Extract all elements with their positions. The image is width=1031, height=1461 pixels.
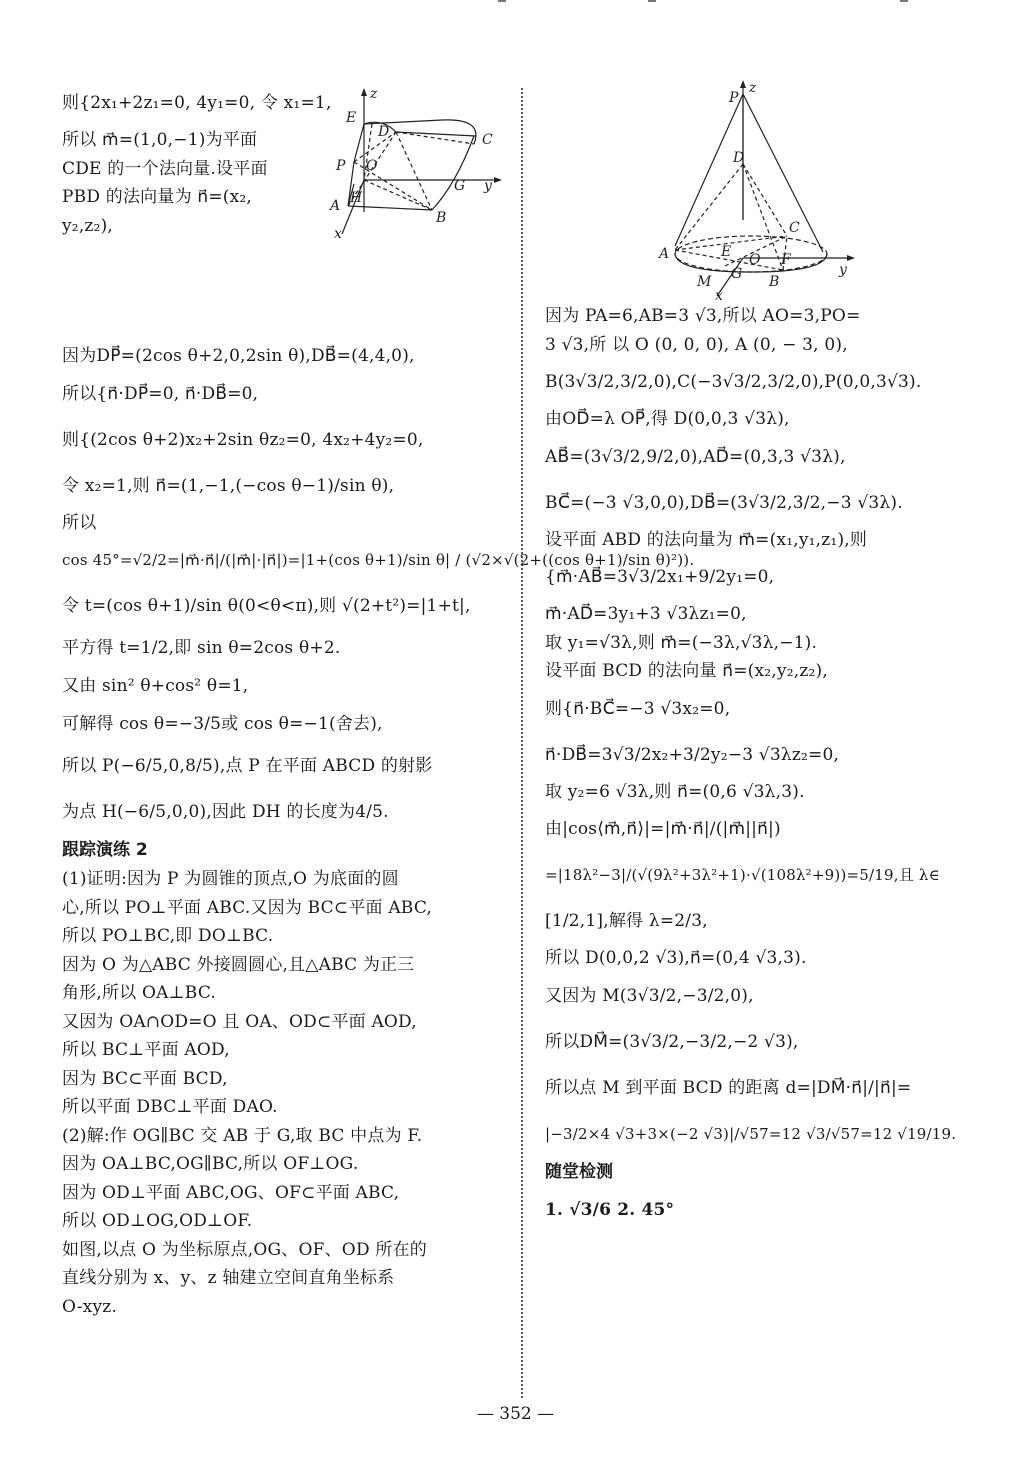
y-arrow-icon: [847, 255, 855, 261]
fig-label: P: [336, 158, 346, 174]
text-line: 因为 PA=6,AB=3 √3,所以 AO=3,PO=: [545, 306, 861, 326]
text-line: CDE 的一个法向量.设平面: [62, 158, 268, 179]
text-line: 所以 PO⊥BC,即 DO⊥BC.: [62, 926, 274, 946]
text-line: O-xyz.: [62, 1296, 118, 1317]
top-crop-marks: [0, 0, 1031, 10]
text-line: (2)解:作 OG∥BC 交 AB 于 G,取 BC 中点为 F.: [62, 1125, 423, 1146]
fig-label: A: [330, 198, 341, 214]
text-line: B(3√3/2,3/2,0),C(−3√3/2,3/2,0),P(0,0,3√3).: [545, 372, 922, 392]
fig-label: O: [749, 252, 761, 268]
fig-label: z: [749, 80, 757, 96]
fig-label: E: [721, 244, 732, 260]
text-line: 因为 BC⊂平面 BCD,: [62, 1068, 228, 1089]
text-line: 令 t=(cos θ+1)/sin θ(0<θ<π),则 √(2+t²)=|1+t|,: [62, 596, 471, 616]
text-line: 平方得 t=1/2,即 sin θ=2cos θ+2.: [62, 638, 341, 658]
prism-figure: [324, 84, 504, 244]
text-line: 设平面 BCD 的法向量 n⃗=(x₂,y₂,z₂),: [545, 661, 828, 681]
text-line: 因为 OD⊥平面 ABC,OG、OF⊂平面 ABC,: [62, 1182, 400, 1203]
text-line: 所以 OD⊥OG,OD⊥OF.: [62, 1211, 253, 1231]
text-line: 则{2x₁+2z₁=0, 4y₁=0, 令 x₁=1,: [62, 93, 332, 113]
cone-figure: [655, 80, 855, 302]
fig-label: A: [659, 246, 670, 262]
text-line: 由OD⃗=λ OP⃗,得 D(0,0,3 √3λ),: [545, 409, 790, 429]
answers-line: 1. √3/6 2. 45°: [545, 1199, 675, 1220]
z-arrow-icon: [740, 80, 746, 88]
text-line: 设平面 ABD 的法向量为 m⃗=(x₁,y₁,z₁),则: [545, 529, 868, 550]
text-line: 则{(2cos θ+2)x₂+2sin θz₂=0, 4x₂+4y₂=0,: [62, 429, 424, 450]
text-line: cos 45°=√2/2=|m⃗·n⃗|/(|m⃗|·|n⃗|)=|1+(cos θ+1)/sin θ| / (√2×√(2+((cos θ+1)/sin θ)²)).: [62, 551, 695, 569]
text-line: AB⃗=(3√3/2,9/2,0),AD⃗=(0,3,3 √3λ),: [545, 446, 846, 467]
text-line: 又由 sin² θ+cos² θ=1,: [62, 676, 249, 696]
text-line: 因为 OA⊥BC,OG∥BC,所以 OF⊥OG.: [62, 1154, 359, 1174]
text-line: 如图,以点 O 为坐标原点,OG、OF、OD 所在的: [62, 1239, 427, 1260]
right-column: [545, 80, 985, 1233]
fig-label: y: [484, 178, 492, 194]
text-line: y₂,z₂),: [62, 215, 114, 236]
text-line: 又因为 OA∩OD=O 且 OA、OD⊂平面 AOD,: [62, 1011, 417, 1032]
text-line: 因为DP⃗=(2cos θ+2,0,2sin θ),DB⃗=(4,4,0),: [62, 346, 415, 366]
fig-label: F: [781, 252, 791, 268]
fig-label: B: [436, 210, 447, 226]
fig-label: D: [733, 150, 745, 166]
fig-label: x: [715, 288, 723, 302]
text-line: 所以 D(0,0,2 √3),n⃗=(0,4 √3,3).: [545, 948, 807, 968]
text-line: 所以: [62, 512, 97, 533]
y-arrow-icon: [494, 177, 502, 183]
left-top-block: [62, 80, 502, 342]
fig-label: G: [454, 178, 466, 194]
fig-label: C: [789, 220, 800, 236]
text-line: 角形,所以 OA⊥BC.: [62, 983, 217, 1003]
fig-label: M: [697, 274, 712, 290]
text-line: |−3/2×4 √3+3×(−2 √3)|/√57=12 √3/√57=12 √19/19.: [545, 1124, 957, 1143]
text-line: {m⃗·AB⃗=3√3/2x₁+9/2y₁=0,: [545, 567, 775, 587]
fig-label: z: [370, 86, 378, 102]
fig-label: P: [729, 90, 739, 106]
z-arrow-icon: [361, 88, 367, 96]
text-line: 所以点 M 到平面 BCD 的距离 d=|DM⃗·n⃗|/|n⃗|=: [545, 1077, 912, 1098]
fig-label: O: [366, 158, 378, 174]
text-line: 3 √3,所 以 O (0, 0, 0), A (0, − 3, 0),: [545, 334, 848, 355]
fig-label: y: [839, 262, 847, 278]
text-line: 则{n⃗·BC⃗=−3 √3x₂=0,: [545, 698, 731, 719]
text-line: (1)证明:因为 P 为圆锥的顶点,O 为底面的圆: [62, 869, 399, 889]
text-line: 所以DM⃗=(3√3/2,−3/2,−2 √3),: [545, 1031, 799, 1052]
fig-label: H: [350, 190, 363, 206]
text-line: 所以 P(−6/5,0,8/5),点 P 在平面 ABCD 的射影: [62, 756, 433, 776]
text-line: BC⃗=(−3 √3,0,0),DB⃗=(3√3/2,3/2,−3 √3λ).: [545, 492, 903, 513]
text-line: m⃗·AD⃗=3y₁+3 √3λz₁=0,: [545, 604, 747, 624]
text-line: 取 y₂=6 √3λ,则 n⃗=(0,6 √3λ,3).: [545, 781, 805, 802]
text-line: 所以 BC⊥平面 AOD,: [62, 1040, 230, 1060]
fig-label: G: [731, 266, 743, 282]
column-divider: [521, 88, 523, 1398]
text-line: 为点 H(−6/5,0,0),因此 DH 的长度为4/5.: [62, 802, 389, 822]
text-line: 由|cos⟨m⃗,n⃗⟩|=|m⃗·n⃗|/(|m⃗||n⃗|): [545, 819, 781, 839]
text-line: 直线分别为 x、y、z 轴建立空间直角坐标系: [62, 1268, 395, 1288]
page-number: — 352 —: [476, 1404, 555, 1424]
left-top-text: [62, 80, 332, 240]
text-line: 心,所以 PO⊥平面 ABC.又因为 BC⊂平面 ABC,: [62, 897, 433, 918]
fig-label: C: [482, 132, 493, 148]
fig-label: D: [378, 124, 390, 140]
fig-label: E: [346, 110, 357, 126]
text-line: PBD 的法向量为 n⃗=(x₂,: [62, 187, 253, 207]
text-line: 因为 O 为△ABC 外接圆圆心,且△ABC 为正三: [62, 954, 415, 975]
text-line: 所以平面 DBC⊥平面 DAO.: [62, 1097, 278, 1117]
text-line: =|18λ²−3|/(√(9λ²+3λ²+1)·√(108λ²+9))=5/19,且 λ∈: [545, 866, 940, 884]
text-line: 所以{n⃗·DP⃗=0, n⃗·DB⃗=0,: [62, 383, 259, 404]
text-line: 可解得 cos θ=−3/5或 cos θ=−1(舍去),: [62, 714, 383, 734]
text-line: 取 y₁=√3λ,则 m⃗=(−3λ,√3λ,−1).: [545, 632, 818, 653]
text-line: 令 x₂=1,则 n⃗=(1,−1,(−cos θ−1)/sin θ),: [62, 475, 395, 496]
section-heading: 跟踪演练 2: [62, 840, 148, 860]
text-line: 又因为 M(3√3/2,−3/2,0),: [545, 985, 754, 1006]
fig-label: x: [334, 226, 342, 242]
text-line: 所以 m⃗=(1,0,−1)为平面: [62, 130, 258, 150]
text-line: [1/2,1],解得 λ=2/3,: [545, 911, 708, 931]
fig-label: B: [769, 274, 780, 290]
section-heading: 随堂检测: [545, 1161, 613, 1182]
text-line: n⃗·DB⃗=3√3/2x₂+3/2y₂−3 √3λz₂=0,: [545, 744, 840, 765]
